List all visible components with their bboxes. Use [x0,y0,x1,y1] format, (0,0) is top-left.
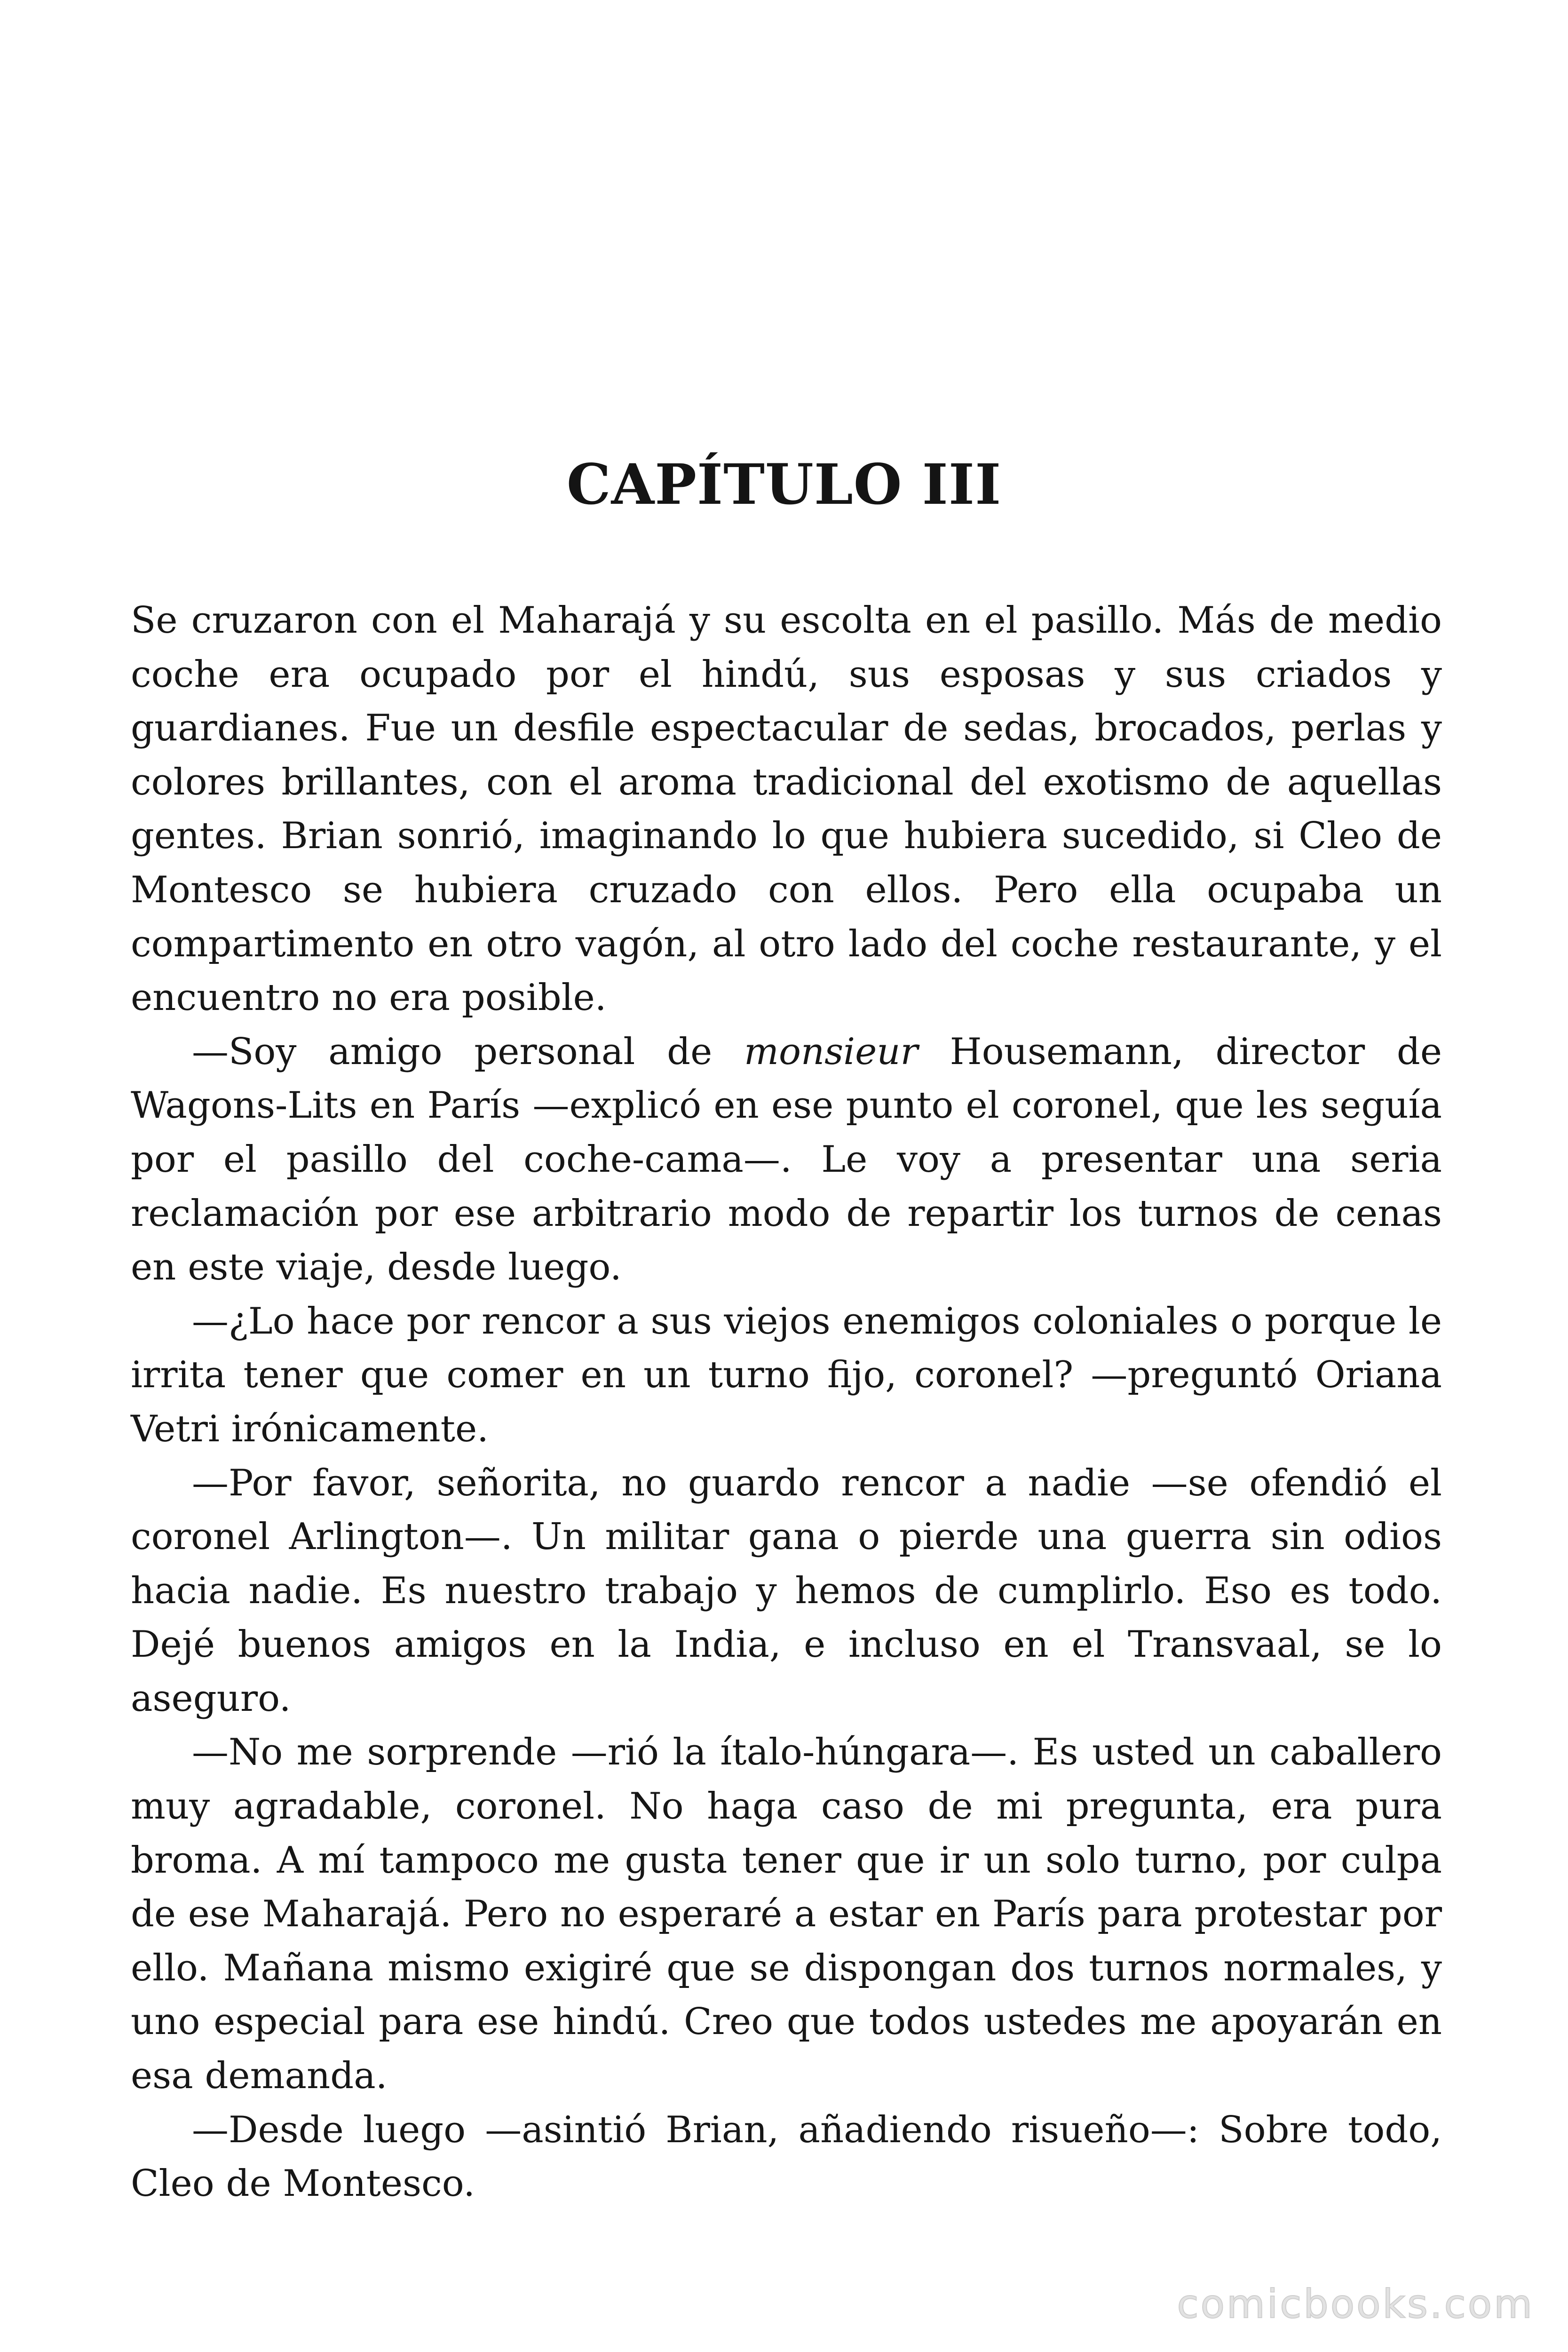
paragraph-6: —Desde luego —asintió Brian, añadiendo risueño—: Sobre todo, Cleo de Montesco. [131,2108,1442,2205]
chapter-title: CAPÍTULO III [566,452,1002,517]
paragraph-1: Se cruzaron con el Maharajá y su escolta en el pasillo. Más de medio coche era ocupado por el hindú, sus esposas y sus criados y guardianes. Fue un desfile espectacular de sedas, brocados, perlas y colores brillantes, con el aroma tradicional del exotismo de aquellas gentes. Brian sonrió, imaginando lo que hubiera sucedido, si Cleo de Montesco se hubiera cruzado con ellos. Pero ella ocupaba un compartimento en otro vagón, al otro lado del coche restaurante, y el encuentro no era posible. [131,599,1442,1019]
paragraph-3: —¿Lo hace por rencor a sus viejos enemigos coloniales o porque le irrita tener que comer en un turno fijo, coronel? —preguntó Oriana Vetri irónicamente. [131,1300,1442,1450]
paragraph-2 [131,1025,1442,1295]
paragraph-5: —No me sorprende —rió la ítalo-húngara—. Es usted un caballero muy agradable, coronel. No haga caso de mi pregunta, era pura broma. A mí tampoco me gusta tener que ir un solo turno, por culpa de ese Maharajá. Pero no esperaré a estar en París para protestar por ello. Mañana mismo exigiré que se dispongan dos turnos normales, y uno especial para ese hindú. Creo que todos ustedes me apoyarán en esa demanda. [131,1731,1442,2098]
paragraph-2-start: —Soy amigo personal de [192,1030,744,1073]
paragraph-2-end: Housemann, director de Wagons-Lits en París —explicó en ese punto el coronel, que les seguía por el pasillo del coche-cama—. Le voy a presentar una seria reclamación por ese arbitrario modo de repartir los turnos de cenas en este viaje, desde luego. [131,1030,1442,1289]
chapter-body [131,594,1442,2211]
watermark: comicbooks.com [1177,2281,1534,2327]
paragraph-2-italic-word: monsieur [744,1030,918,1073]
paragraph-4: —Por favor, señorita, no guardo rencor a nadie —se ofendió el coronel Arlington—. Un militar gana o pierde una guerra sin odios hacia nadie. Es nuestro trabajo y hemos de cumplirlo. Eso es todo. Dejé buenos amigos en la India, e incluso en el Transvaal, se lo aseguro. [131,1462,1442,1720]
